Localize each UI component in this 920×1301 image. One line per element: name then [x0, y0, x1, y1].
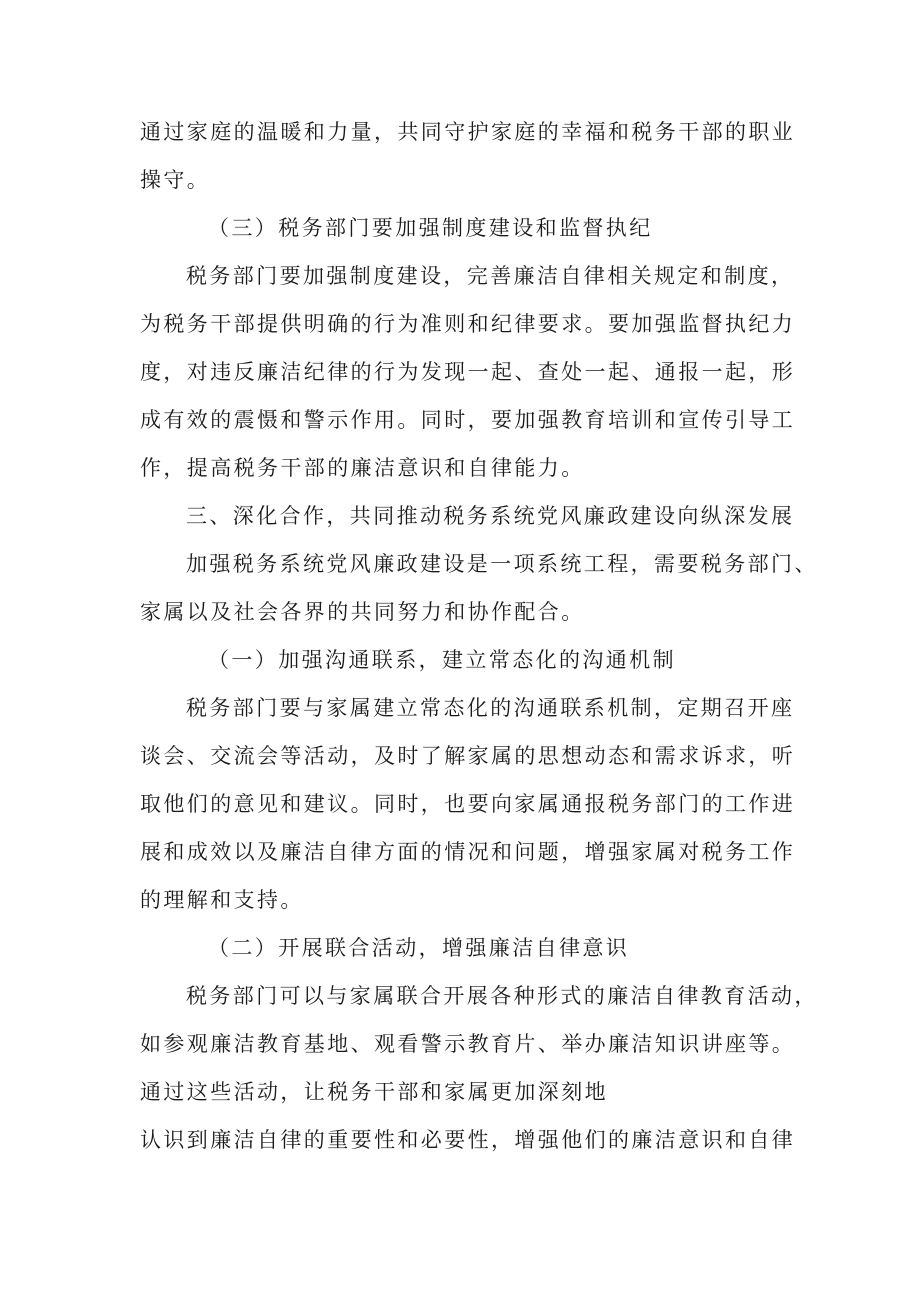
paragraph-line: 通过这些活动，让税务干部和家属更加深刻地: [140, 1080, 608, 1104]
paragraph-line: 税务部门可以与家属联合开展各种形式的廉洁自律教育活动，: [186, 984, 818, 1008]
paragraph-line: 税务部门要加强制度建设，完善廉洁自律相关规定和制度，: [186, 264, 795, 288]
paragraph-line: 度，对违反廉洁纪律的行为发现一起、查处一起、通报一起，形: [140, 360, 796, 384]
paragraph-line: 取他们的意见和建议。同时，也要向家属通报税务部门的工作进: [140, 792, 796, 816]
paragraph-line: 通过家庭的温暖和力量，共同守护家庭的幸福和税务干部的职业: [140, 120, 796, 144]
paragraph-line: 如参观廉洁教育基地、观看警示教育片、举办廉洁知识讲座等。: [140, 1032, 796, 1056]
paragraph-line: 为税务干部提供明确的行为准则和纪律要求。要加强监督执纪力: [140, 312, 796, 336]
paragraph-line: 操守。: [140, 168, 211, 192]
section-heading-3: （三）税务部门要加强制度建设和监督执纪: [208, 216, 653, 240]
paragraph-line: 展和成效以及廉洁自律方面的情况和问题，增强家属对税务工作: [140, 840, 796, 864]
section-heading-1: （一）加强沟通联系，建立常态化的沟通机制: [208, 648, 676, 672]
paragraph-line: 家属以及社会各界的共同努力和协作配合。: [140, 600, 585, 624]
paragraph-line: 认识到廉洁自律的重要性和必要性，增强他们的廉洁意识和自律: [140, 1128, 796, 1152]
section-heading-2: （二）开展联合活动，增强廉洁自律意识: [208, 936, 630, 960]
paragraph-line: 作，提高税务干部的廉洁意识和自律能力。: [140, 456, 585, 480]
paragraph-line: 的理解和支持。: [140, 888, 304, 912]
paragraph-line: 成有效的震慑和警示作用。同时，要加强教育培训和宣传引导工: [140, 408, 796, 432]
paragraph-line: 谈会、交流会等活动，及时了解家属的思想动态和需求诉求，听: [140, 744, 796, 768]
paragraph-line: 加强税务系统党风廉政建设是一项系统工程，需要税务部门、: [186, 552, 818, 576]
chapter-heading-3: 三、深化合作，共同推动税务系统党风廉政建设向纵深发展: [186, 504, 795, 528]
paragraph-line: 税务部门要与家属建立常态化的沟通联系机制，定期召开座: [186, 696, 795, 720]
